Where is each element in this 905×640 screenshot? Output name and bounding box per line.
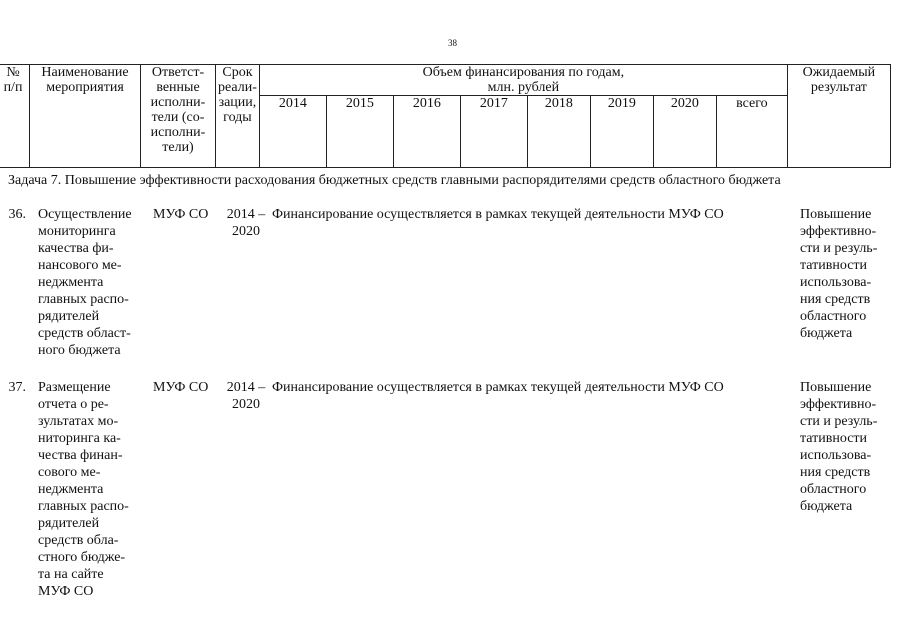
row-responsible: МУФ СО bbox=[153, 207, 209, 222]
name-line: главных распо- bbox=[38, 499, 129, 514]
row-term bbox=[224, 206, 268, 240]
result-line: бюджета bbox=[800, 499, 853, 514]
header-funding: Объем финансирования по годам, млн. рублей bbox=[259, 65, 787, 96]
result-line: сти и резуль- bbox=[800, 241, 878, 256]
name-line: ниторинга ка- bbox=[38, 431, 121, 446]
year-cell: 2016 bbox=[393, 96, 460, 168]
term-line: 2020 bbox=[232, 397, 260, 412]
name-line: средств обла- bbox=[38, 533, 119, 548]
name-line: сового ме- bbox=[38, 465, 101, 480]
row-result bbox=[800, 206, 880, 342]
year-cell: 2019 bbox=[590, 96, 653, 168]
header-table bbox=[0, 64, 891, 168]
result-line: областного bbox=[800, 482, 867, 497]
row-number: 36. bbox=[8, 207, 26, 222]
result-line: использова- bbox=[800, 275, 872, 290]
name-line: чества финан- bbox=[38, 448, 123, 463]
year-cell-total: всего bbox=[716, 96, 787, 168]
term-line: 2014 – bbox=[226, 207, 266, 222]
term-line: 2020 bbox=[232, 224, 260, 239]
name-line: ного бюджета bbox=[38, 343, 121, 358]
year-cell: 2015 bbox=[326, 96, 393, 168]
row-funding: Финансирование осуществляется в рамках текущей деятельности МУФ СО bbox=[272, 380, 724, 395]
name-line: рядителей bbox=[38, 516, 100, 531]
result-line: эффективно- bbox=[800, 224, 877, 239]
name-line: неджмента bbox=[38, 482, 104, 497]
year-cell: 2020 bbox=[653, 96, 716, 168]
name-line: Размещение bbox=[38, 380, 111, 395]
header-result: Ожидаемый результат bbox=[787, 65, 890, 168]
year-cell: 2018 bbox=[527, 96, 590, 168]
name-line: рядителей bbox=[38, 309, 100, 324]
name-line: качества фи- bbox=[38, 241, 114, 256]
name-line: отчета о ре- bbox=[38, 397, 109, 412]
result-line: использова- bbox=[800, 448, 872, 463]
name-line: главных распо- bbox=[38, 292, 129, 307]
row-funding: Финансирование осуществляется в рамках текущей деятельности МУФ СО bbox=[272, 207, 724, 222]
row-responsible: МУФ СО bbox=[153, 380, 209, 395]
header-name: Наименование мероприятия bbox=[30, 65, 141, 168]
name-line: МУФ СО bbox=[38, 584, 94, 599]
header-num: № п/п bbox=[0, 65, 30, 168]
result-line: бюджета bbox=[800, 326, 853, 341]
header-terms: Срок реали- зации, годы bbox=[216, 65, 260, 168]
result-line: тативности bbox=[800, 431, 868, 446]
result-line: тативности bbox=[800, 258, 868, 273]
name-line: мониторинга bbox=[38, 224, 116, 239]
name-line: стного бюдже- bbox=[38, 550, 126, 565]
header-responsible: Ответст- венные исполни- тели (со- исполни- тели) bbox=[141, 65, 216, 168]
result-line: Повышение bbox=[800, 380, 872, 395]
result-line: ния средств bbox=[800, 292, 871, 307]
row-name bbox=[38, 379, 142, 600]
name-line: средств област- bbox=[38, 326, 131, 341]
name-line: зультатах мо- bbox=[38, 414, 119, 429]
name-line: неджмента bbox=[38, 275, 104, 290]
result-line: сти и резуль- bbox=[800, 414, 878, 429]
row-name bbox=[38, 206, 142, 359]
task-title: Задача 7. Повышение эффективности расходования бюджетных средств главными распорядителями средств областного бюджета bbox=[8, 173, 781, 188]
page-number: 38 bbox=[448, 38, 457, 48]
row-result bbox=[800, 379, 880, 515]
result-line: эффективно- bbox=[800, 397, 877, 412]
result-line: Повышение bbox=[800, 207, 872, 222]
name-line: та на сайте bbox=[38, 567, 104, 582]
year-cell: 2017 bbox=[460, 96, 527, 168]
row-term bbox=[224, 379, 268, 413]
result-line: областного bbox=[800, 309, 867, 324]
row-number: 37. bbox=[8, 380, 26, 395]
result-line: ния средств bbox=[800, 465, 871, 480]
year-cell: 2014 bbox=[259, 96, 326, 168]
term-line: 2014 – bbox=[226, 380, 266, 395]
name-line: нансового ме- bbox=[38, 258, 122, 273]
name-line: Осуществление bbox=[38, 207, 132, 222]
